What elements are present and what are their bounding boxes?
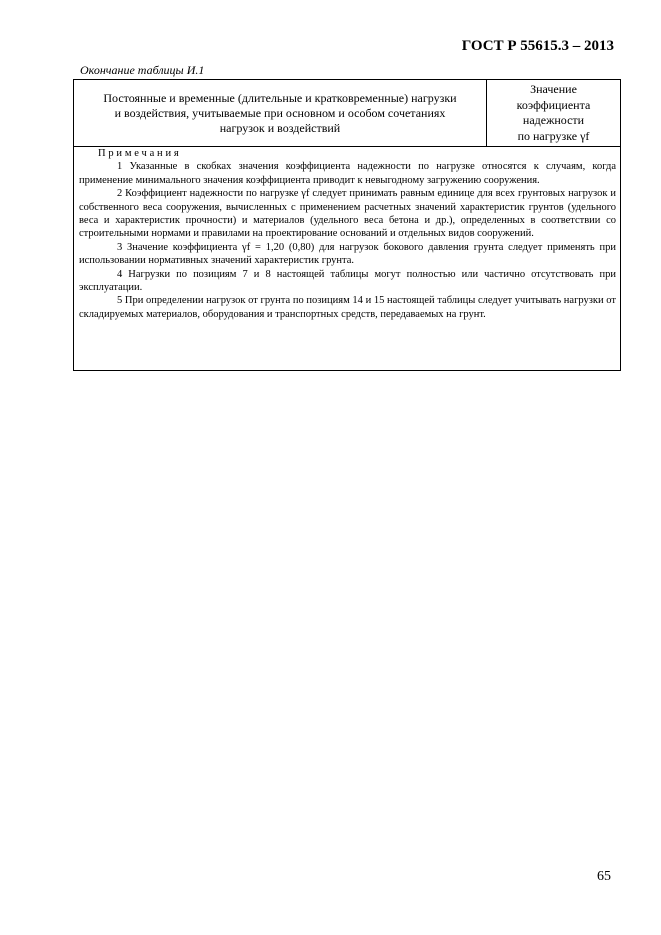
note-item: 1 Указанные в скобках значения коэффициента надежности по нагрузке относятся к случаям, когда применение минимального значения коэффициента приводит к невыгодному загружению сооружения. <box>79 161 616 186</box>
header-coef-line: коэффициента <box>516 97 591 112</box>
header-loads-text: Постоянные и временные (длительные и кратковременные) нагрузки и воздействия, учитываемые при основном и особом сочетаниях нагрузок и воздействий <box>103 90 457 135</box>
header-coef-line: Значение <box>530 82 577 96</box>
header-coef-line: надежности <box>522 113 585 127</box>
header-coef-line: по нагрузке γf <box>517 128 590 143</box>
note-item: 4 Нагрузки по позициям 7 и 8 настоящей таблицы могут полностью или частично отсутствовать при эксплуатации. <box>79 268 616 294</box>
document-id: ГОСТ Р 55615.3 – 2013 <box>461 38 614 54</box>
table-caption: Окончание таблицы И.1 <box>80 63 205 77</box>
notes-title: Примечания <box>98 148 182 159</box>
page-number: 65 <box>597 869 611 884</box>
header-cell-loads <box>74 80 487 146</box>
header-cell-coefficient <box>487 82 620 144</box>
note-item: 3 Значение коэффициента γf = 1,20 (0,80) для нагрузок бокового давления грунта следует применять при использовании нормативных значений характеристик грунта. <box>79 241 616 267</box>
table-header-row <box>74 80 620 147</box>
coefficient-table <box>73 79 621 371</box>
note-item: 5 При определении нагрузок от грунта по позициям 14 и 15 настоящей таблицы следует учитывать нагрузки от складируемых материалов, оборудования и транспортных средств, передаваемых на грунт. <box>79 295 616 320</box>
note-item: 2 Коэффициент надежности по нагрузке γf следует принимать равным единице для всех грунтовых нагрузок и собственного веса сооружения, вычисленных с применением расчетных значений характеристик грунтов (удельного веса и характеристик прочности) и материалов (удельного веса бетона и др.), определенных в соответствии со строительными нормами и правилами на проектирование оснований и отдельных видов сооружений. <box>79 188 616 240</box>
table-notes <box>79 147 616 321</box>
